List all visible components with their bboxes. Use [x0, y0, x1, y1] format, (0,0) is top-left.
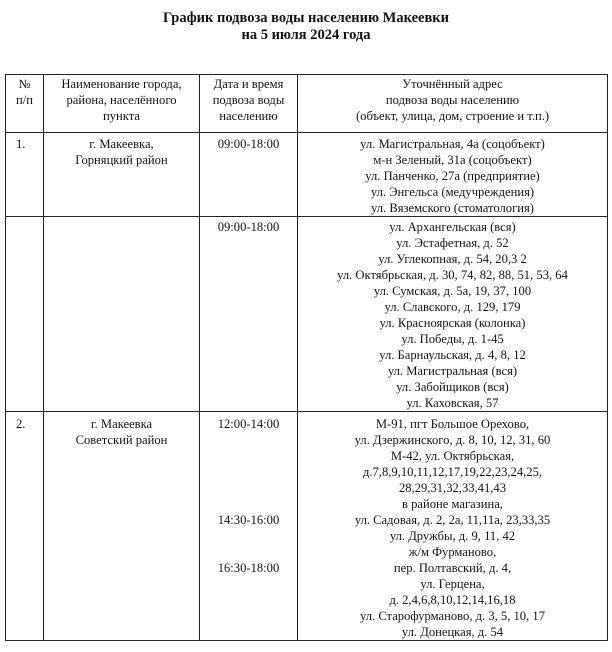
row-addresses — [298, 217, 608, 412]
address-line: в районе магазина, — [402, 497, 503, 511]
row-number: 2. — [6, 412, 44, 641]
row-addresses — [298, 412, 608, 641]
table-row — [6, 217, 608, 412]
address-line: ул. Магистральная (вся) — [387, 364, 518, 378]
document-title — [0, 10, 612, 44]
address-line: ул. Сумская, д. 5а, 19, 37, 100 — [373, 284, 532, 298]
address-line: М-42, ул. Октябрьская, — [390, 449, 515, 463]
address-line: ул. Октябрьская, д. 30, 74, 82, 88, 51, 53, 64 — [337, 268, 568, 282]
row-addresses — [298, 133, 608, 217]
header-address: Уточнённый адрес подвоза воды населению (объект, улица, дом, строение и т.п.) — [298, 75, 608, 133]
row-place: г. Макеевка Советский район — [44, 412, 200, 641]
address-line: ул. Магистральная, 4а (соцобъект) — [360, 137, 545, 151]
address-line: ул. Вяземского (стоматология) — [371, 201, 534, 215]
water-schedule-table — [5, 74, 608, 641]
address-line: ул. Победы, д. 1-45 — [401, 332, 504, 346]
row-place — [44, 217, 200, 412]
table-header-row — [6, 75, 608, 133]
row-time: 09:00-18:00 — [200, 217, 298, 412]
address-line: ул. Углекопная, д. 54, 20,3 2 — [378, 252, 527, 266]
title-line-1: График подвоза воды населению Макеевки — [162, 10, 450, 26]
address-line: м-н Зеленый, 31а (соцобъект) — [373, 153, 532, 167]
header-time: Дата и время подвоза воды населению — [200, 75, 298, 133]
address-line: ул. Забойщиков (вся) — [396, 380, 509, 394]
address-line: ул. Дзержинского, д. 8, 10, 12, 31, 60 — [354, 433, 551, 447]
row-number — [6, 217, 44, 412]
address-line: ул. Славского, д. 129, 179 — [384, 300, 521, 314]
address-line: ул. Энгельса (медучреждения) — [370, 185, 535, 199]
address-line: ул. Старофурманово, д. 3, 5, 10, 17 — [360, 609, 545, 623]
row-time: 12:00-14:00 14:30-16:00 16:30-18:00 — [200, 412, 298, 641]
address-line: ул. Донецкая, д. 54 — [401, 625, 504, 639]
row-time: 09:00-18:00 — [200, 133, 298, 217]
address-line: ул. Каховская, 57 — [406, 396, 499, 410]
address-line: ул. Архангельская (вся) — [389, 220, 516, 234]
address-line: ул. Дружбы, д. 9, 11, 42 — [389, 529, 516, 543]
address-line: ул. Садовая, д. 2, 2а, 11,11а, 23,33,35 — [354, 513, 551, 527]
address-line: ул. Барнаульская, д. 4, 8, 12 — [379, 348, 526, 362]
address-line: д.7,8,9,10,11,12,17,19,22,23,24,25, — [362, 465, 543, 479]
header-place: Наименование города, района, населённого пункта — [44, 75, 200, 133]
row-place: г. Макеевка, Горняцкий район — [44, 133, 200, 217]
address-line: ул. Герцена, — [420, 577, 485, 591]
address-line: д. 2,4,6,8,10,12,14,16,18 — [389, 593, 516, 607]
address-line: ул. Панченко, 27а (предприятие) — [365, 169, 540, 183]
title-line-2: на 5 июля 2024 года — [241, 27, 371, 43]
header-num: № п/п — [6, 75, 44, 133]
address-line: ул. Красноярская (колонка) — [379, 316, 526, 330]
address-line: М-91, пгт Большое Орехово, — [375, 417, 530, 431]
address-line: пер. Полтавский, д. 4, — [393, 561, 512, 575]
address-line: ул. Эстафетная, д. 52 — [396, 236, 509, 250]
table-row — [6, 412, 608, 641]
address-line: ж/м Фурманово, — [408, 545, 497, 559]
row-number: 1. — [6, 133, 44, 217]
table-row — [6, 133, 608, 217]
address-line: 28,29,31,32,33,41,43 — [398, 481, 507, 495]
